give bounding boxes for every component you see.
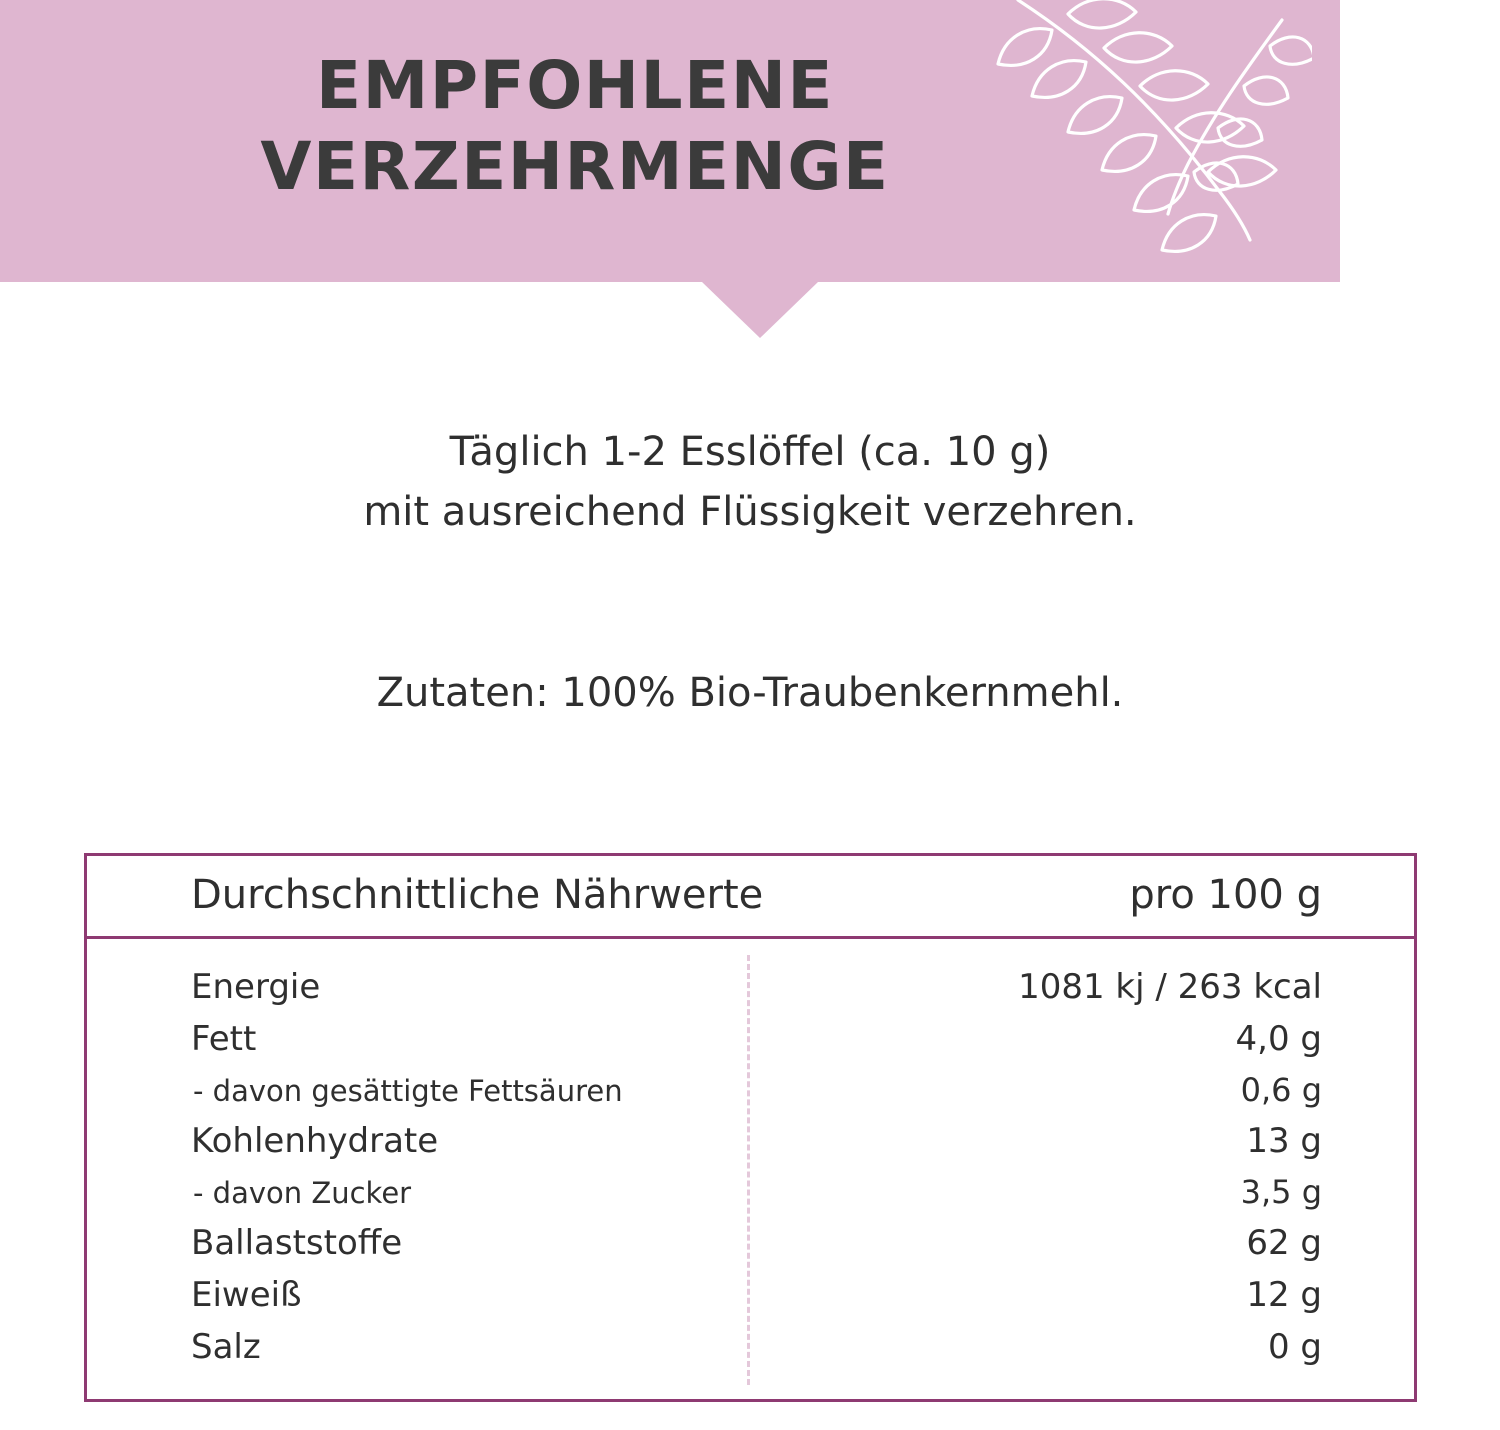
nutrient-label: - davon Zucker bbox=[193, 1176, 412, 1210]
serving-line-2: mit ausreichend Flüssigkeit verzehren. bbox=[363, 489, 1137, 535]
nutrition-table-body bbox=[87, 939, 1414, 1399]
nutrient-value: 4,0 g bbox=[1235, 1019, 1322, 1059]
nutrition-header-value: pro 100 g bbox=[1129, 872, 1322, 918]
nutrient-label: - davon gesättigte Fettsäuren bbox=[193, 1074, 623, 1108]
nutrition-table bbox=[84, 853, 1417, 1402]
nutrient-value: 12 g bbox=[1246, 1275, 1322, 1315]
ingredients-text: Zutaten: 100% Bio-Traubenkernmehl. bbox=[376, 670, 1124, 716]
banner-pointer bbox=[702, 282, 818, 338]
nutrient-value: 62 g bbox=[1246, 1223, 1322, 1263]
serving-recommendation bbox=[0, 422, 1500, 542]
table-row bbox=[191, 1217, 1322, 1269]
nutrient-label: Ballaststoffe bbox=[191, 1223, 403, 1263]
page-title bbox=[0, 46, 1150, 207]
table-row bbox=[191, 1321, 1322, 1373]
serving-line-1: Täglich 1-2 Esslöffel (ca. 10 g) bbox=[449, 429, 1051, 475]
nutrient-label: Fett bbox=[191, 1019, 257, 1059]
table-row bbox=[191, 1065, 1322, 1115]
page-title-line-2: VERZEHRMENGE bbox=[260, 127, 890, 205]
nutrient-value: 1081 kj / 263 kcal bbox=[1018, 967, 1322, 1007]
page-title-line-1: EMPFOHLENE bbox=[315, 47, 835, 124]
nutrition-table-header bbox=[87, 856, 1414, 939]
nutrition-header-label: Durchschnittliche Nährwerte bbox=[191, 872, 764, 918]
table-row bbox=[191, 1013, 1322, 1065]
table-row bbox=[191, 1269, 1322, 1321]
table-row bbox=[191, 1167, 1322, 1217]
nutrient-value: 3,5 g bbox=[1240, 1173, 1322, 1211]
table-row bbox=[191, 1115, 1322, 1167]
nutrient-value: 13 g bbox=[1246, 1121, 1322, 1161]
nutrient-label: Kohlenhydrate bbox=[191, 1121, 439, 1161]
nutrient-value: 0,6 g bbox=[1240, 1071, 1322, 1109]
nutrition-dotted-divider bbox=[747, 955, 750, 1385]
header-banner bbox=[0, 0, 1340, 282]
nutrient-label: Eiweiß bbox=[191, 1275, 302, 1315]
nutrient-label: Energie bbox=[191, 967, 321, 1007]
nutrient-label: Salz bbox=[191, 1327, 261, 1367]
table-row bbox=[191, 961, 1322, 1013]
nutrient-value: 0 g bbox=[1267, 1327, 1322, 1367]
